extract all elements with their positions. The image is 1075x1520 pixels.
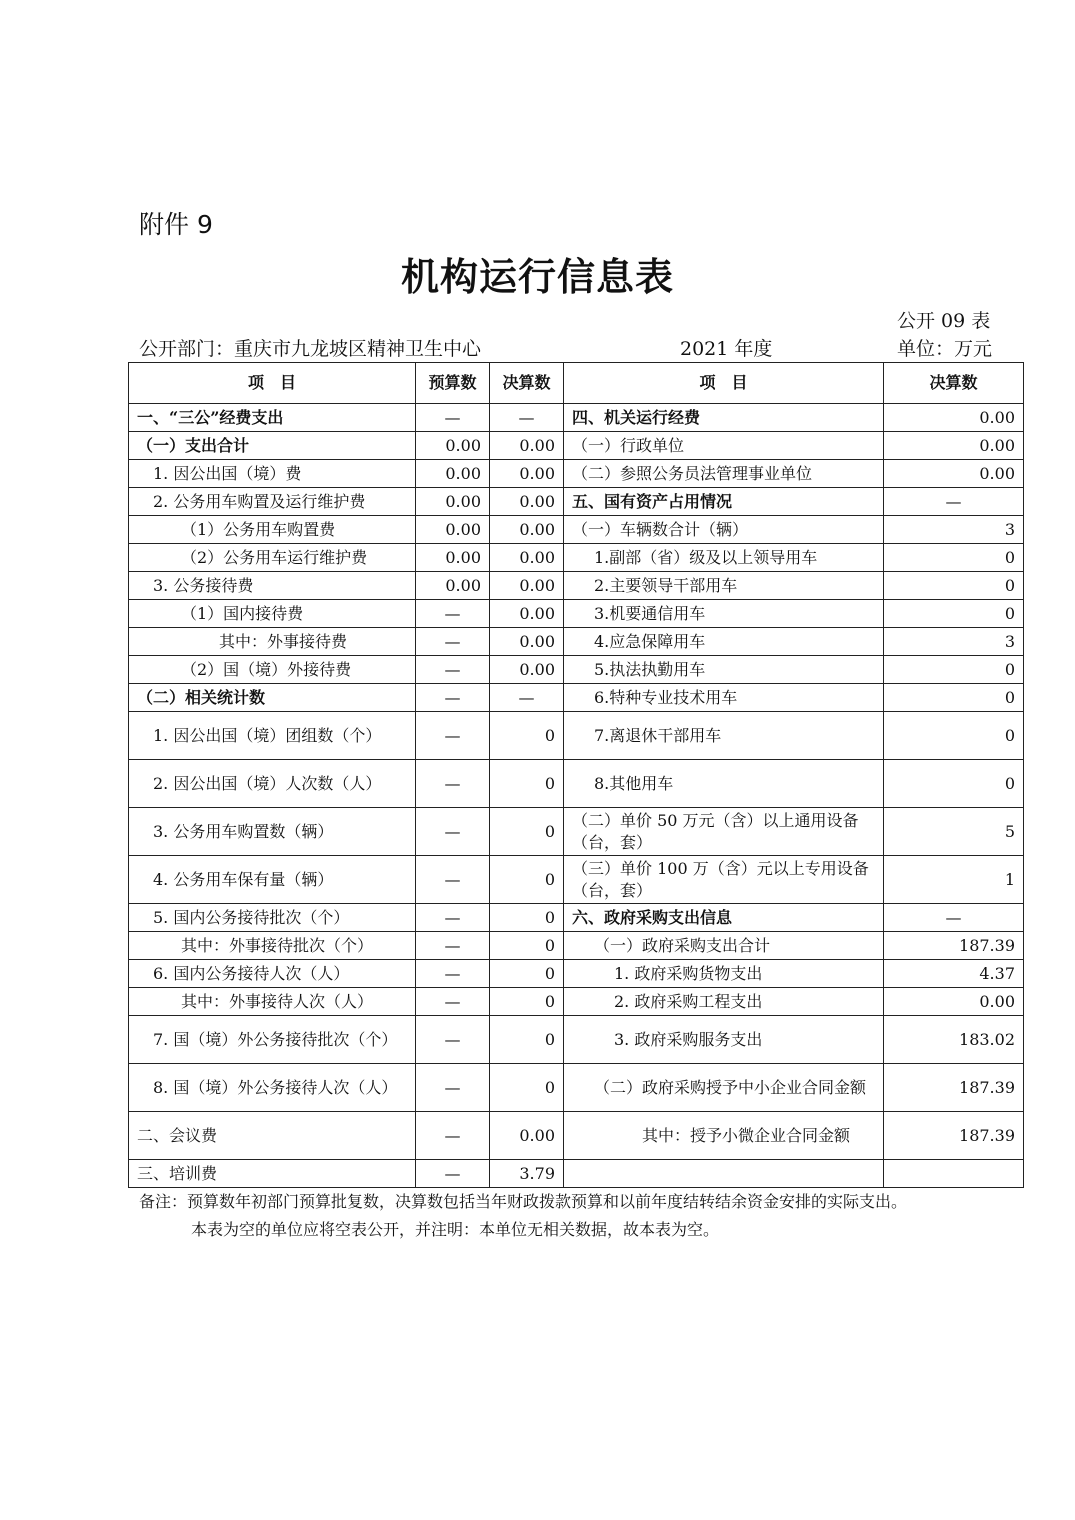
fiscal-year: 2021 年度 — [680, 338, 773, 360]
row-item-left: 2. 因公出国（境）人次数（人） — [129, 760, 416, 808]
table-row — [129, 1160, 1024, 1188]
table-row — [129, 1064, 1024, 1112]
row-final-right: 187.39 — [884, 932, 1024, 960]
row-final-right: 4.37 — [884, 960, 1024, 988]
row-item-left: 其中：外事接待人次（人） — [129, 988, 416, 1016]
row-final-left: 0.00 — [490, 628, 564, 656]
table-row — [129, 460, 1024, 488]
row-item-left: 二、会议费 — [129, 1112, 416, 1160]
row-item-left: 6. 国内公务接待人次（人） — [129, 960, 416, 988]
row-item-right: （二）政府采购授予中小企业合同金额 — [564, 1064, 884, 1112]
table-row — [129, 600, 1024, 628]
header-budget: 预算数 — [416, 363, 490, 404]
table-row — [129, 544, 1024, 572]
row-budget: — — [416, 904, 490, 932]
row-final-left: 0.00 — [490, 1112, 564, 1160]
row-budget: — — [416, 600, 490, 628]
row-final-left: 3.79 — [490, 1160, 564, 1188]
table-row — [129, 572, 1024, 600]
row-final-right: 0 — [884, 760, 1024, 808]
row-final-right: 5 — [884, 808, 1024, 856]
row-budget: — — [416, 712, 490, 760]
row-item-left: 2. 公务用车购置及运行维护费 — [129, 488, 416, 516]
row-item-right: 2.主要领导干部用车 — [564, 572, 884, 600]
row-budget: — — [416, 988, 490, 1016]
row-budget: 0.00 — [416, 516, 490, 544]
row-final-right: 1 — [884, 856, 1024, 904]
row-budget: 0.00 — [416, 488, 490, 516]
row-final-left: 0.00 — [490, 516, 564, 544]
table-row — [129, 516, 1024, 544]
row-final-right: 0 — [884, 684, 1024, 712]
row-item-left: 1. 因公出国（境）团组数（个） — [129, 712, 416, 760]
info-table — [128, 362, 1024, 1188]
row-final-right: 0 — [884, 600, 1024, 628]
table-row — [129, 932, 1024, 960]
row-item-right: （一）车辆数合计（辆） — [564, 516, 884, 544]
header-final-right: 决算数 — [884, 363, 1024, 404]
row-final-left: 0 — [490, 760, 564, 808]
table-row — [129, 1016, 1024, 1064]
table-row — [129, 904, 1024, 932]
row-item-left: 4. 公务用车保有量（辆） — [129, 856, 416, 904]
row-item-left: （1）公务用车购置费 — [129, 516, 416, 544]
row-budget: — — [416, 628, 490, 656]
row-budget: — — [416, 760, 490, 808]
row-budget: — — [416, 1160, 490, 1188]
row-budget: — — [416, 656, 490, 684]
row-budget: — — [416, 404, 490, 432]
table-row — [129, 656, 1024, 684]
row-final-left: 0 — [490, 988, 564, 1016]
row-item-left: 5. 国内公务接待批次（个） — [129, 904, 416, 932]
row-budget: — — [416, 960, 490, 988]
row-budget: 0.00 — [416, 460, 490, 488]
row-item-right: 其中：授予小微企业合同金额 — [564, 1112, 884, 1160]
row-item-right: （一）政府采购支出合计 — [564, 932, 884, 960]
unit-label: 单位：万元 — [897, 338, 993, 360]
row-final-left: 0 — [490, 1064, 564, 1112]
table-row — [129, 1112, 1024, 1160]
table-row — [129, 488, 1024, 516]
row-final-right: 0.00 — [884, 460, 1024, 488]
row-final-left: 0.00 — [490, 600, 564, 628]
note-line-1: 备注：预算数年初部门预算批复数，决算数包括当年财政拨款预算和以前年度结转结余资金安排的实际支出。 — [139, 1192, 908, 1211]
row-item-left: （二）相关统计数 — [129, 684, 416, 712]
row-item-right: 1.副部（省）级及以上领导用车 — [564, 544, 884, 572]
row-item-right: 8.其他用车 — [564, 760, 884, 808]
row-final-left: 0 — [490, 1016, 564, 1064]
row-final-left: 0 — [490, 856, 564, 904]
row-final-left: 0.00 — [490, 544, 564, 572]
row-item-right: 四、机关运行经费 — [564, 404, 884, 432]
row-final-right: — — [884, 488, 1024, 516]
row-item-left: 其中：外事接待费 — [129, 628, 416, 656]
row-final-left: 0 — [490, 960, 564, 988]
row-final-right: 0 — [884, 544, 1024, 572]
row-item-right: 3. 政府采购服务支出 — [564, 1016, 884, 1064]
row-item-right: （二）参照公务员法管理事业单位 — [564, 460, 884, 488]
row-final-right — [884, 1160, 1024, 1188]
table-row — [129, 988, 1024, 1016]
row-item-left: 三、培训费 — [129, 1160, 416, 1188]
page-title: 机构运行信息表 — [400, 254, 674, 299]
table-row — [129, 628, 1024, 656]
row-final-right: 0 — [884, 572, 1024, 600]
row-final-right: 3 — [884, 628, 1024, 656]
row-item-left: 1. 因公出国（境）费 — [129, 460, 416, 488]
row-item-left: 3. 公务用车购置数（辆） — [129, 808, 416, 856]
notes — [139, 1188, 907, 1244]
row-item-left: 8. 国（境）外公务接待人次（人） — [129, 1064, 416, 1112]
row-final-right: 187.39 — [884, 1064, 1024, 1112]
row-item-right: 五、国有资产占用情况 — [564, 488, 884, 516]
row-item-right: （一）行政单位 — [564, 432, 884, 460]
row-budget: — — [416, 932, 490, 960]
table-row — [129, 808, 1024, 856]
row-budget: 0.00 — [416, 432, 490, 460]
row-budget: 0.00 — [416, 572, 490, 600]
row-item-right: 六、政府采购支出信息 — [564, 904, 884, 932]
row-item-right: 4.应急保障用车 — [564, 628, 884, 656]
row-budget: — — [416, 1112, 490, 1160]
row-item-left: （2）公务用车运行维护费 — [129, 544, 416, 572]
row-budget: — — [416, 1016, 490, 1064]
table-row — [129, 432, 1024, 460]
row-item-left: （1）国内接待费 — [129, 600, 416, 628]
header-final-left: 决算数 — [490, 363, 564, 404]
row-final-left: 0.00 — [490, 488, 564, 516]
table-row — [129, 760, 1024, 808]
row-item-right: 5.执法执勤用车 — [564, 656, 884, 684]
row-final-right: 0 — [884, 656, 1024, 684]
row-final-right: — — [884, 904, 1024, 932]
department-label: 公开部门：重庆市九龙坡区精神卫生中心 — [139, 338, 482, 360]
row-item-right: （二）单价 50 万元（含）以上通用设备（台，套） — [564, 808, 884, 856]
row-final-left: — — [490, 404, 564, 432]
row-item-right: 1. 政府采购货物支出 — [564, 960, 884, 988]
row-item-right: 7.离退休干部用车 — [564, 712, 884, 760]
table-row — [129, 712, 1024, 760]
row-item-left: 3. 公务接待费 — [129, 572, 416, 600]
header-item-right: 项 目 — [564, 363, 884, 404]
row-item-left: 其中：外事接待批次（个） — [129, 932, 416, 960]
row-final-right: 3 — [884, 516, 1024, 544]
row-budget: — — [416, 856, 490, 904]
row-final-left: 0.00 — [490, 656, 564, 684]
row-final-left: 0 — [490, 932, 564, 960]
row-final-right: 0 — [884, 712, 1024, 760]
attachment-label: 附件 9 — [139, 210, 213, 239]
row-final-right: 0.00 — [884, 432, 1024, 460]
row-final-left: 0 — [490, 904, 564, 932]
row-final-left: 0 — [490, 712, 564, 760]
table-row — [129, 684, 1024, 712]
row-final-right: 183.02 — [884, 1016, 1024, 1064]
form-number: 公开 09 表 — [897, 310, 991, 332]
row-budget: — — [416, 808, 490, 856]
row-item-left: （2）国（境）外接待费 — [129, 656, 416, 684]
header-item-left: 项 目 — [129, 363, 416, 404]
row-item-right: 6.特种专业技术用车 — [564, 684, 884, 712]
row-item-right — [564, 1160, 884, 1188]
row-budget: — — [416, 1064, 490, 1112]
row-final-left: 0.00 — [490, 432, 564, 460]
row-item-right: 3.机要通信用车 — [564, 600, 884, 628]
row-item-left: 7. 国（境）外公务接待批次（个） — [129, 1016, 416, 1064]
row-item-left: （一）支出合计 — [129, 432, 416, 460]
row-item-left: 一、“三公”经费支出 — [129, 404, 416, 432]
table-row — [129, 856, 1024, 904]
table-row — [129, 404, 1024, 432]
row-budget: — — [416, 684, 490, 712]
row-final-right: 0.00 — [884, 988, 1024, 1016]
row-final-right: 0.00 — [884, 404, 1024, 432]
row-final-left: 0.00 — [490, 572, 564, 600]
row-budget: 0.00 — [416, 544, 490, 572]
row-item-right: 2. 政府采购工程支出 — [564, 988, 884, 1016]
table-row — [129, 960, 1024, 988]
note-line-2: 本表为空的单位应将空表公开，并注明：本单位无相关数据，故本表为空。 — [191, 1220, 720, 1239]
row-final-left: 0 — [490, 808, 564, 856]
row-final-left: 0.00 — [490, 460, 564, 488]
row-item-right: （三）单价 100 万（含）元以上专用设备（台，套） — [564, 856, 884, 904]
row-final-right: 187.39 — [884, 1112, 1024, 1160]
row-final-left: — — [490, 684, 564, 712]
table-header-row — [129, 363, 1024, 404]
